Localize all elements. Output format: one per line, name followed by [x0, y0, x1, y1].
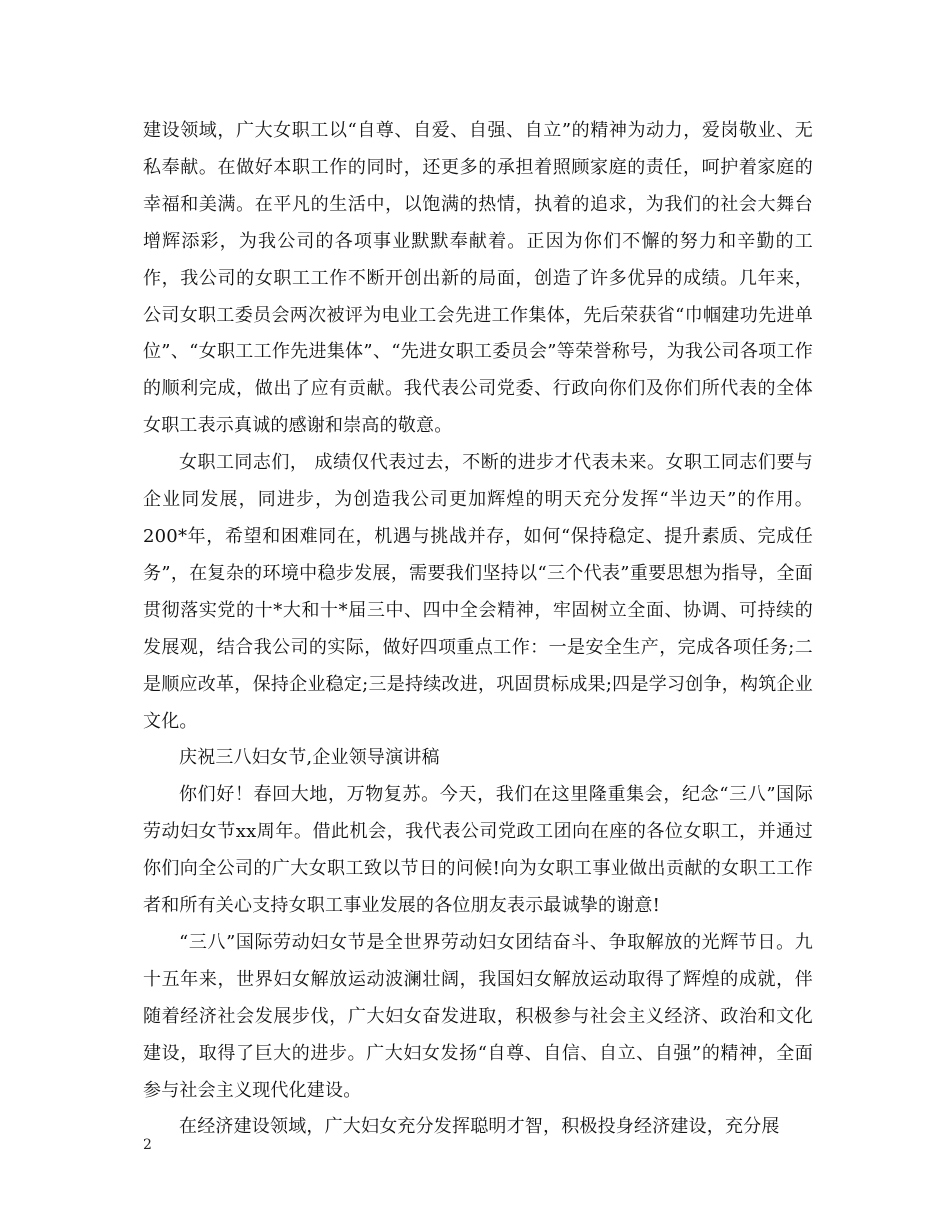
- paragraph-1: 建设领域，广大女职工以“自尊、自爱、自强、自立”的精神为动力，爱岗敬业、无私奉献。在做好本职工作的同时，还更多的承担着照顾家庭的责任，呵护着家庭的幸福和美满。在平凡的生活中，以饱满的热情，执着的追求，为我们的社会大舞台增辉添彩，为我公司的各项事业默默奉献着。正因为你们不懈的努力和辛勤的工作，我公司的女职工工作不断开创出新的局面，创造了许多优异的成绩。几年来，公司女职工委员会两次被评为电业工会先进工作集体，先后荣获省“巾帼建功先进单位”、“女职工工作先进集体”、“先进女职工委员会”等荣誉称号，为我公司各项工作的顺利完成，做出了应有贡献。我代表公司党委、行政向你们及你们所代表的全体女职工表示真诚的感谢和崇高的敬意。: [143, 120, 813, 437]
- speech-title: 庆祝三八妇女节,企业领导演讲稿: [179, 747, 440, 769]
- paragraph-4: “三八”国际劳动妇女节是全世界劳动妇女团结奋斗、争取解放的光辉节日。九十五年来，世界妇女解放运动波澜壮阔，我国妇女解放运动取得了辉煌的成就，伴随着经济社会发展步伐，广大妇女奋发进取，积极参与社会主义经济、政治和文化建设，取得了巨大的进步。广大妇女发扬“自尊、自信、自立、自强”的精神，全面参与社会主义现代化建设。: [143, 931, 813, 1101]
- paragraph-2: 女职工同志们， 成绩仅代表过去，不断的进步才代表未来。女职工同志们要与企业同发展，同进步，为创造我公司更加辉煌的明天充分发挥“半边天”的作用。 200*年，希望和困难同在，机遇与挑战并存，如何“保持稳定、提升素质、完成任务”，在复杂的环境中稳步发展，需要我们坚持以“三个代表”重要思想为指导，全面贯彻落实党的十*大和十*届三中、四中全会精神，牢固树立全面、协调、可持续的发展观，结合我公司的实际，做好四项重点工作：一是安全生产，完成各项任务;二是顺应改革，保持企业稳定;三是持续改进，巩固贯标成果;四是学习创争，构筑企业文化。: [143, 452, 813, 732]
- paragraph-5: 在经济建设领域，广大妇女充分发挥聪明才智，积极投身经济建设，充分展: [179, 1116, 780, 1138]
- paragraph-3: 你们好！春回大地，万物复苏。今天，我们在这里隆重集会，纪念“三八”国际劳动妇女节xx周年。借此机会，我代表公司党政工团向在座的各位女职工，并通过你们向全公司的广大女职工致以节日的问候!向为女职工事业做出贡献的女职工工作者和所有关心支持女职工事业发展的各位朋友表示最诚挚的谢意!: [143, 784, 813, 917]
- page-number: 2: [143, 1137, 152, 1153]
- document-body: [143, 113, 813, 1146]
